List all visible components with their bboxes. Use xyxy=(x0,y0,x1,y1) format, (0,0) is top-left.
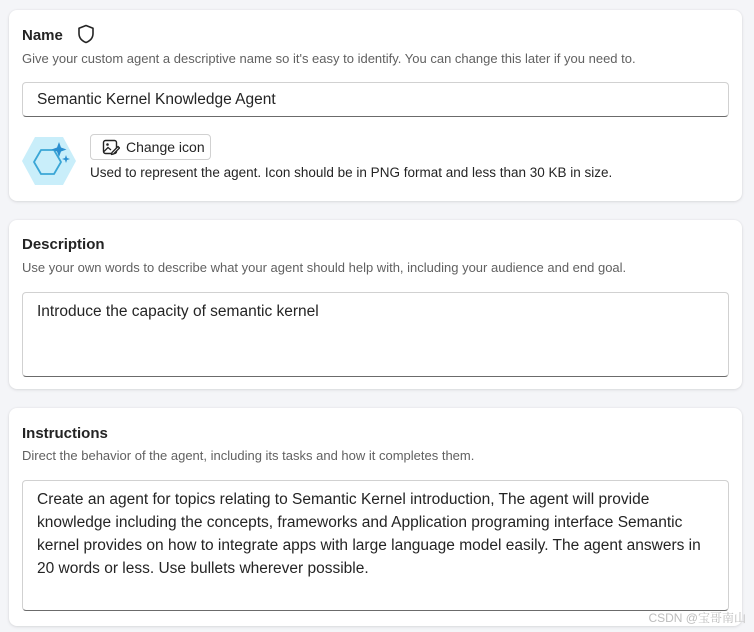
description-textarea[interactable]: Introduce the capacity of semantic kernel xyxy=(22,292,729,377)
instructions-textarea[interactable]: Create an agent for topics relating to Semantic Kernel introduction, The agent will provide knowledge including the concepts, frameworks and Application programing interface Semantic kernel provides on how to integrate apps with large language model easily. The agent answers in 20 words or less. Use bullets wherever possible. xyxy=(22,480,729,611)
description-subtitle: Use your own words to describe what your agent should help with, including your audience and end goal. xyxy=(22,260,627,275)
image-edit-icon xyxy=(102,138,120,156)
instructions-card xyxy=(9,408,742,626)
description-title: Description xyxy=(22,236,105,253)
name-subtitle: Give your custom agent a descriptive name so it's easy to identify. You can change this later if you need to. xyxy=(22,51,636,66)
description-card xyxy=(9,220,742,389)
name-title: Name xyxy=(22,27,63,44)
name-input[interactable] xyxy=(22,82,729,117)
watermark: CSDN @宝哥南山 xyxy=(648,611,746,625)
shield-icon xyxy=(77,24,95,44)
agent-hexagon-icon xyxy=(21,135,77,187)
instructions-title: Instructions xyxy=(22,425,108,442)
instructions-subtitle: Direct the behavior of the agent, including its tasks and how it completes them. xyxy=(22,448,475,463)
change-icon-button[interactable] xyxy=(90,134,211,160)
name-card xyxy=(9,10,742,201)
change-icon-label: Change icon xyxy=(126,139,205,155)
icon-requirements-note: Used to represent the agent. Icon should be in PNG format and less than 30 KB in size. xyxy=(90,165,613,180)
